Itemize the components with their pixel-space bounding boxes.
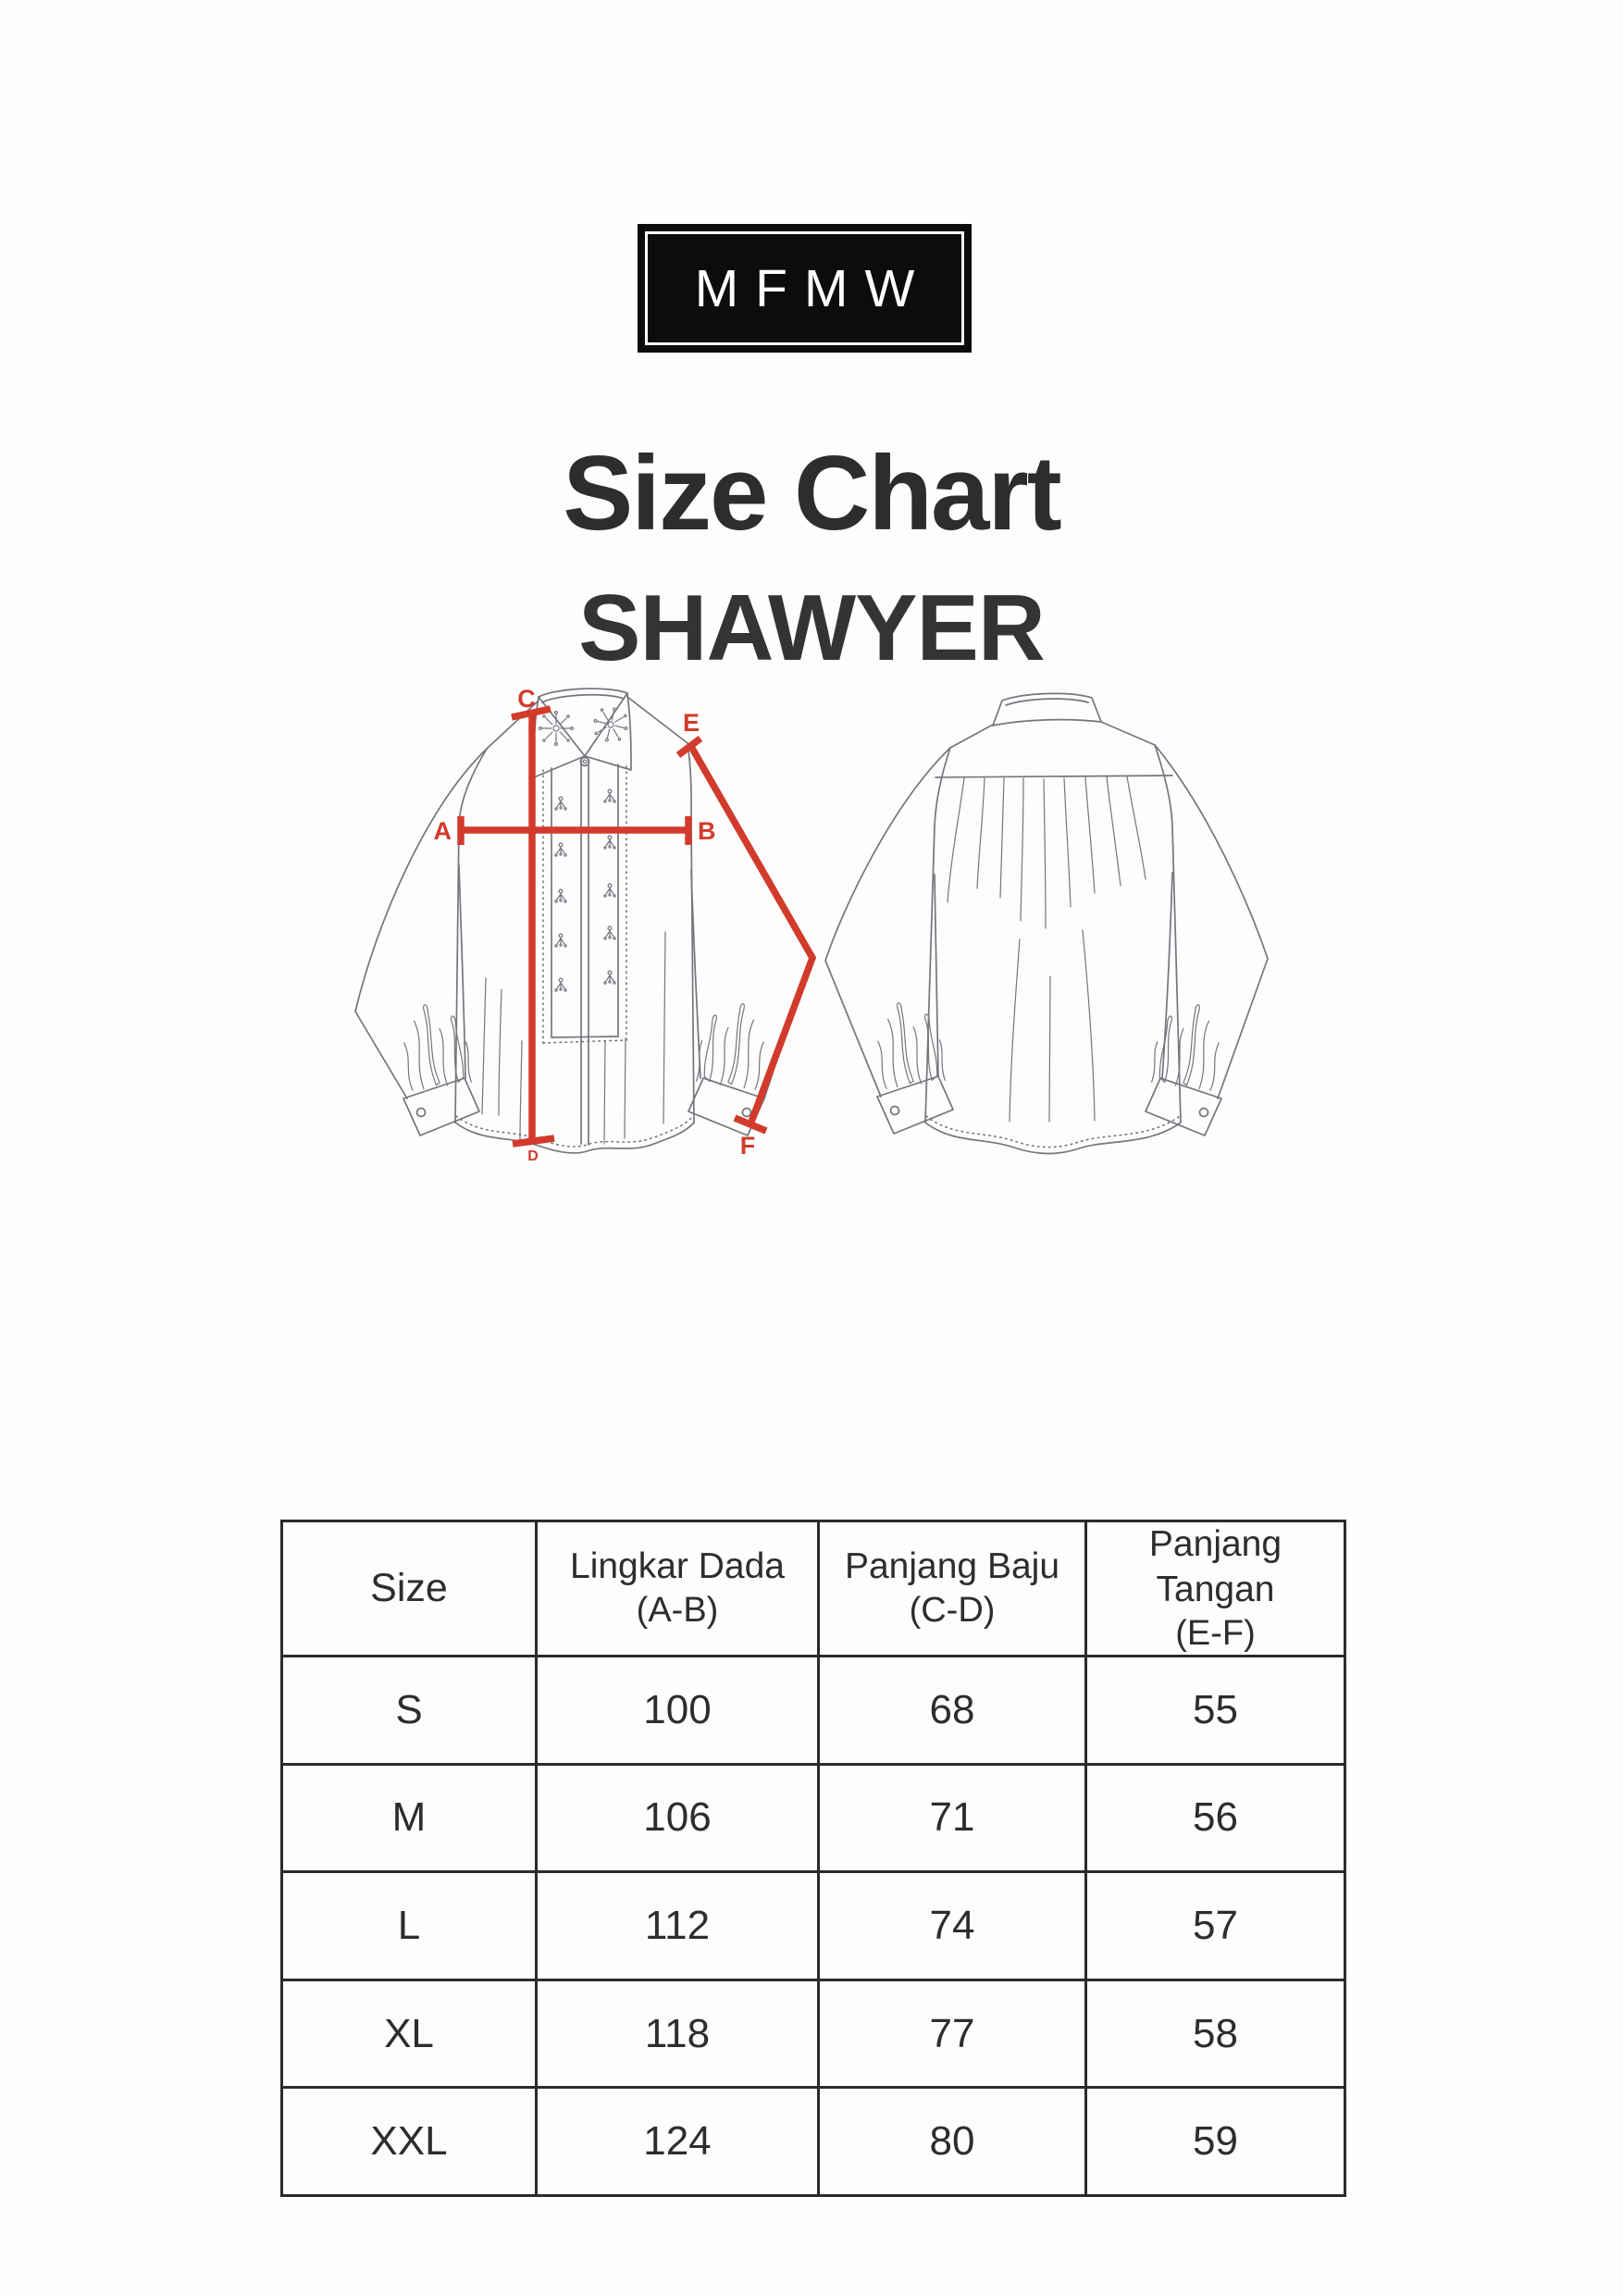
header-cell-size	[282, 1521, 537, 1657]
panjang-baju-cell: 71	[819, 1764, 1086, 1872]
measure-label-e: E	[682, 709, 700, 737]
size-cell: L	[282, 1872, 537, 1980]
dangle-motif-icon	[604, 789, 615, 802]
panjang-tangan-cell: 55	[1086, 1657, 1345, 1765]
dangle-motif-icon	[604, 971, 615, 984]
header-title: Lingkar Dada	[570, 1546, 785, 1587]
size-cell: M	[282, 1764, 537, 1872]
table-row-s	[282, 1657, 1345, 1765]
panjang-tangan-cell: 58	[1086, 1980, 1345, 2088]
dangle-motif-icon	[555, 889, 566, 902]
page-title: Size Chart	[563, 435, 1060, 552]
panjang-baju-cell: 77	[819, 1980, 1086, 2088]
measure-label-d: D	[527, 1148, 539, 1164]
size-chart-table	[280, 1520, 1346, 2197]
header-cell-lingkar-dada	[537, 1521, 819, 1657]
header-sub: (A-B)	[636, 1591, 719, 1631]
header-sub: (E-F)	[1175, 1613, 1256, 1653]
panjang-baju-cell: 68	[819, 1657, 1086, 1765]
header-sub: (C-D)	[909, 1591, 996, 1631]
dangle-motif-icon	[604, 884, 615, 897]
lingkar-dada-cell: 100	[537, 1657, 819, 1765]
panjang-baju-cell: 80	[819, 2088, 1086, 2196]
header-title: Panjang Baju	[844, 1546, 1060, 1587]
product-name: SHAWYER	[578, 577, 1045, 680]
table-header-row	[282, 1521, 1345, 1657]
lingkar-dada-cell: 112	[537, 1872, 819, 1980]
measure-label-f: F	[739, 1132, 756, 1160]
size-cell: XL	[282, 1980, 537, 2088]
flower-embroidery-icon	[539, 712, 574, 746]
panjang-tangan-cell: 56	[1086, 1764, 1345, 1872]
size-cell: XXL	[282, 2088, 537, 2196]
panjang-tangan-cell: 57	[1086, 1872, 1345, 1980]
dangle-motif-icon	[604, 926, 615, 939]
table-row-xxl	[282, 2088, 1345, 2196]
measure-label-c: C	[517, 685, 536, 713]
dangle-motif-icon	[555, 978, 566, 991]
shirt-back-illustration	[825, 693, 1268, 1153]
dangle-motif-icon	[555, 843, 566, 856]
shirt-front-illustration	[355, 689, 811, 1153]
dangle-motif-icon	[555, 934, 566, 947]
brand-logo-box	[638, 224, 972, 353]
measure-cap-d	[513, 1138, 554, 1144]
lingkar-dada-cell: 124	[537, 2088, 819, 2196]
shirt-measurement-diagram	[213, 680, 1332, 1203]
header-title: Panjang Tangan	[1148, 1524, 1282, 1609]
brand-logo-text: MFMW	[694, 258, 932, 318]
size-cell: S	[282, 1657, 537, 1765]
header-cell-panjang-baju	[819, 1521, 1086, 1657]
measure-line-e-f	[690, 745, 812, 1124]
panjang-tangan-cell: 59	[1086, 2088, 1345, 2196]
measure-label-a: A	[433, 817, 452, 845]
panjang-baju-cell: 74	[819, 1872, 1086, 1980]
table-row-l	[282, 1872, 1345, 1980]
table-row-m	[282, 1764, 1345, 1872]
dangle-motif-icon	[604, 836, 615, 849]
dangle-motif-icon	[555, 797, 566, 810]
measure-label-b: B	[698, 817, 716, 845]
measurement-lines	[434, 685, 813, 1164]
header-title: Size	[370, 1565, 448, 1610]
table-row-xl	[282, 1980, 1345, 2088]
lingkar-dada-cell: 106	[537, 1764, 819, 1872]
flame-embroidery-icon	[873, 998, 947, 1088]
header-cell-panjang-tangan	[1086, 1521, 1345, 1657]
flame-embroidery-icon	[695, 999, 768, 1089]
flame-embroidery-icon	[400, 999, 473, 1090]
lingkar-dada-cell: 118	[537, 1980, 819, 2088]
